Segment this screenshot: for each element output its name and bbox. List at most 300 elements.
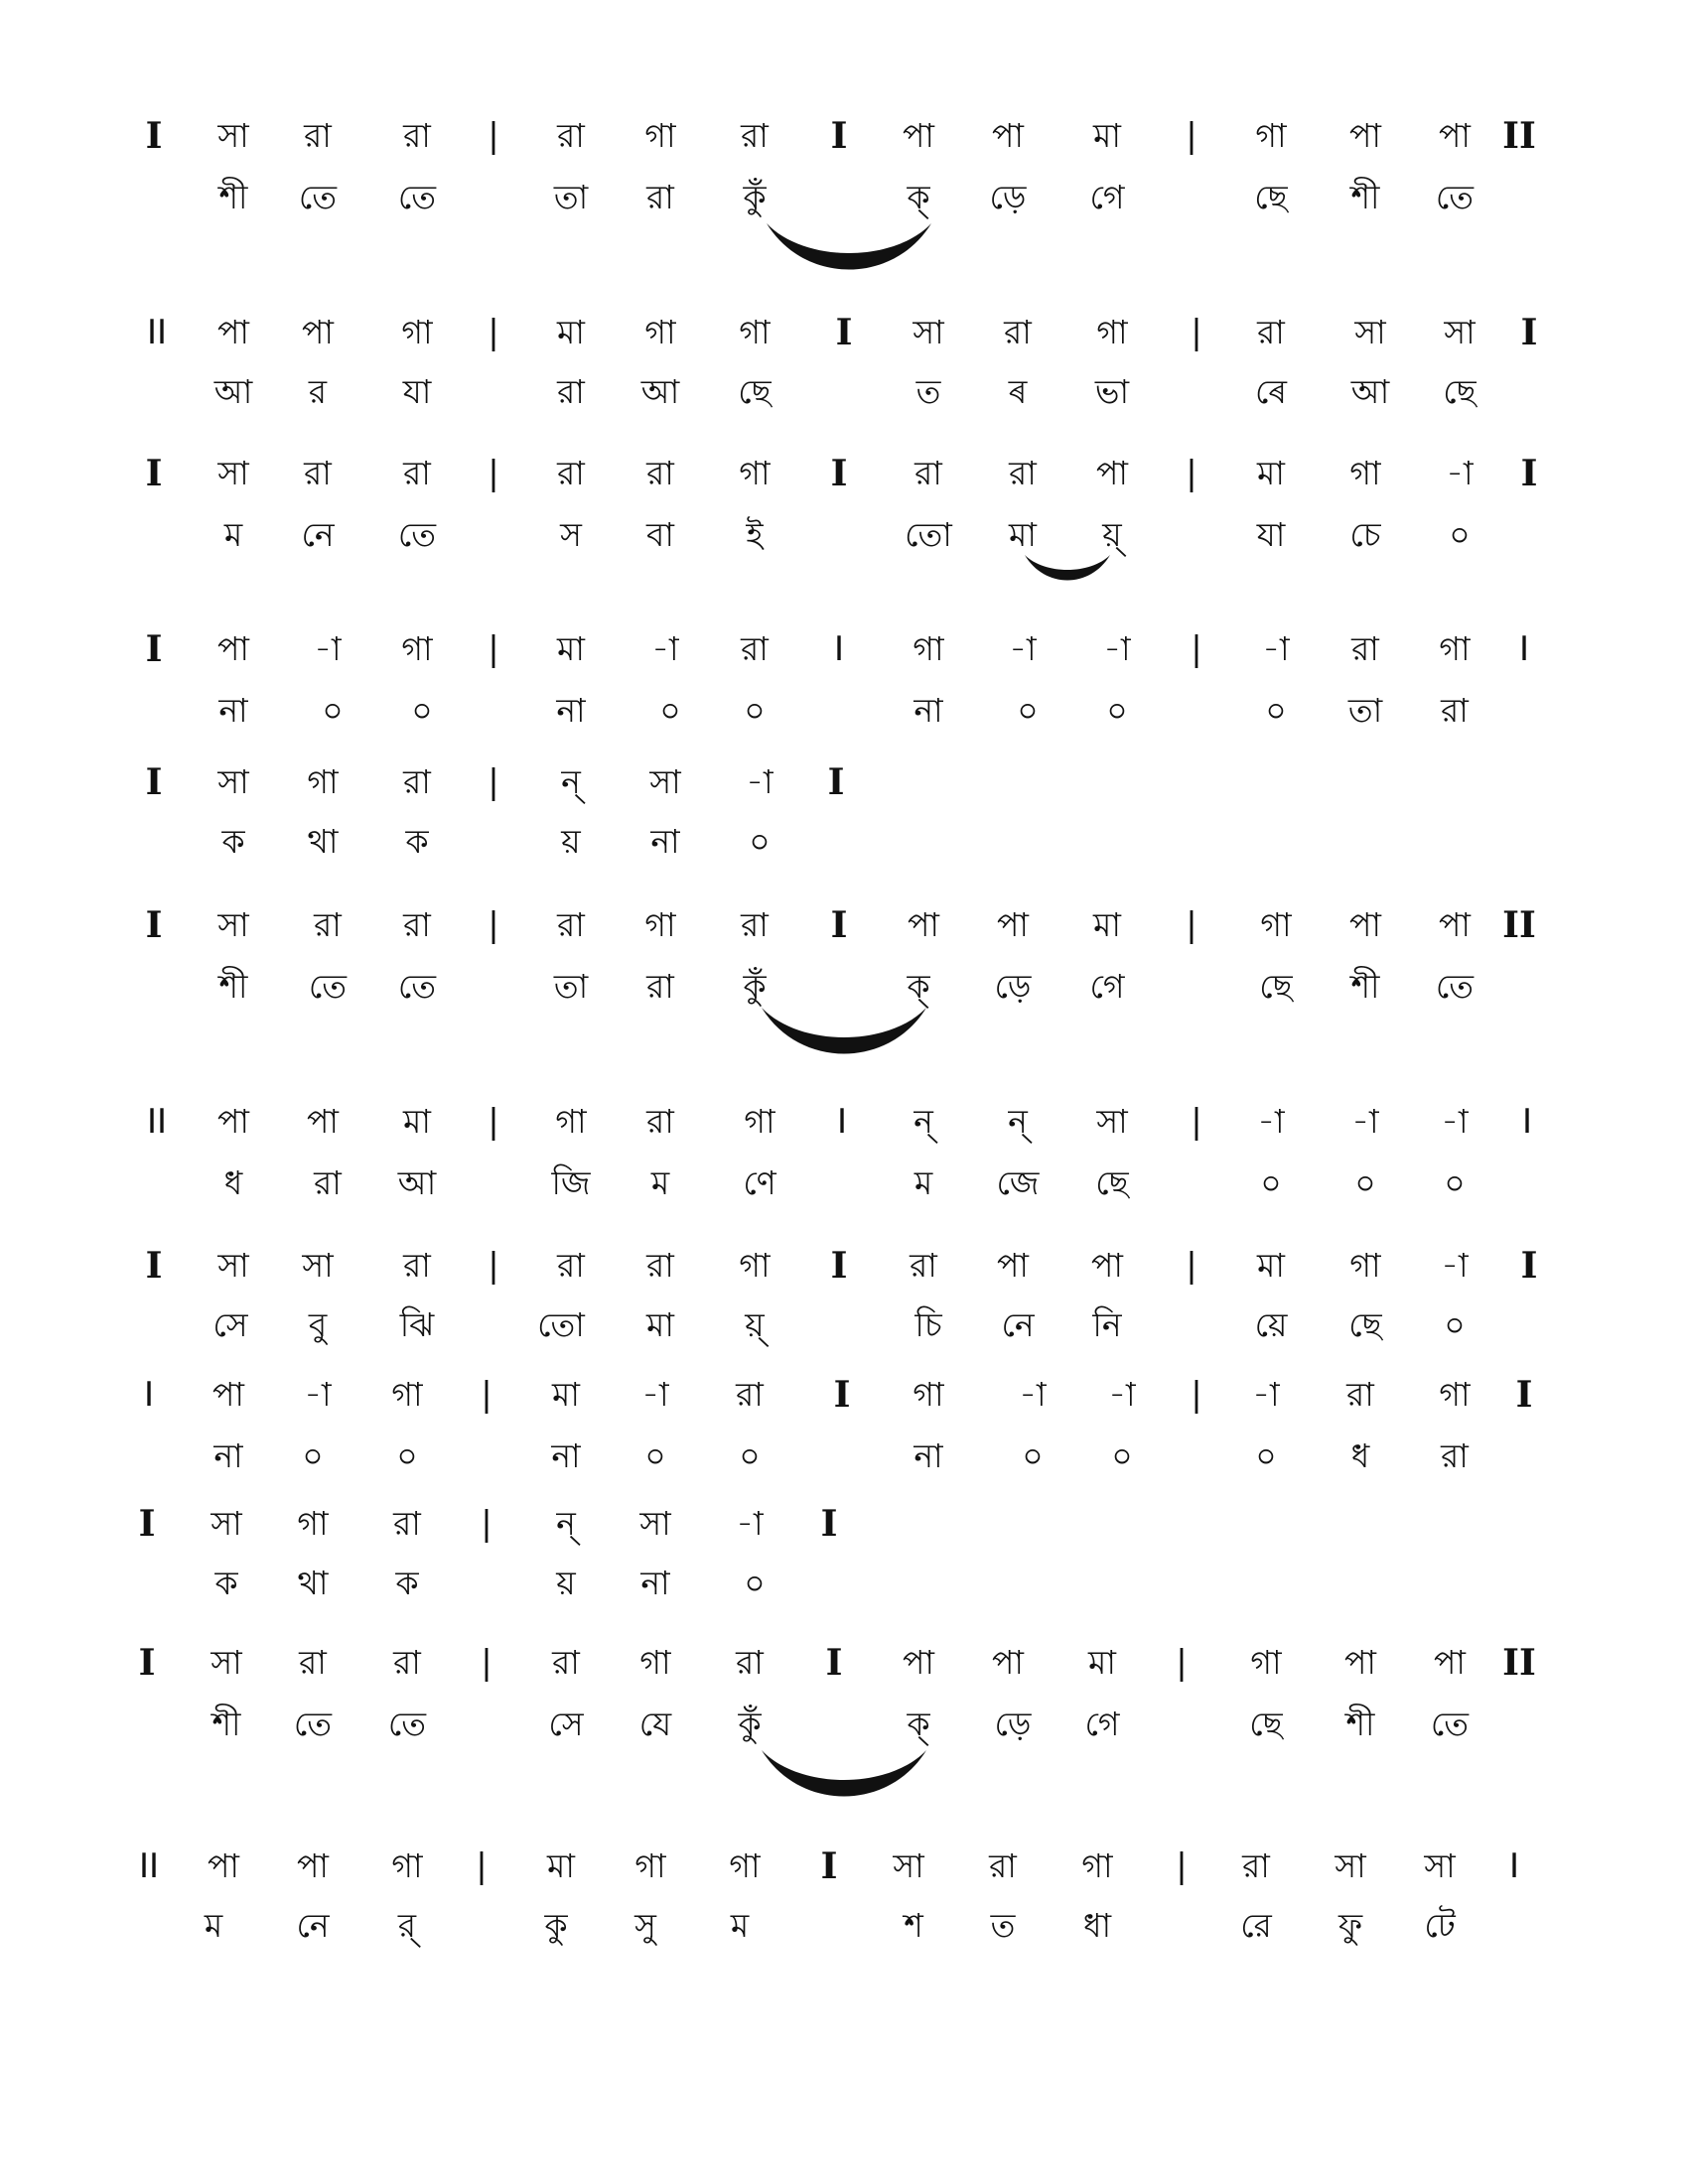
swara-note: সা	[217, 1246, 249, 1285]
swara-note: রা	[314, 905, 342, 944]
swara-line	[0, 303, 1688, 362]
swara-note: রা	[1351, 629, 1379, 668]
swara-note: পা	[908, 905, 939, 944]
lyric-syllable: তে	[293, 1705, 333, 1743]
swara-note: পা	[1434, 1643, 1466, 1682]
lyric-syllable: না	[914, 1436, 943, 1475]
lyric-syllable: যা	[402, 372, 432, 411]
swara-note: পা	[1349, 116, 1381, 155]
lyric-syllable: নে	[301, 515, 335, 554]
lyric-syllable: য়ে	[1254, 1305, 1288, 1344]
notation-system	[0, 1837, 1688, 1966]
swara-note: গা	[634, 1846, 666, 1885]
lyric-syllable: গে	[1084, 1705, 1120, 1743]
swara-note: গা	[297, 1504, 329, 1543]
bar-line: |	[488, 905, 499, 945]
lyric-syllable: ণে	[743, 1163, 776, 1202]
bar-line: I	[1515, 1374, 1533, 1416]
lyric-syllable: ত	[915, 372, 941, 411]
swara-note: রা	[989, 1846, 1017, 1885]
bar-line: II	[1502, 115, 1536, 157]
lyric-syllable: ধ	[223, 1163, 243, 1202]
lyric-syllable: কুঁ	[738, 1705, 762, 1743]
bar-line: I	[138, 1642, 156, 1684]
lyric-syllable: না	[213, 1436, 243, 1475]
lyric-syllable: ড়ে	[994, 1705, 1032, 1743]
meend-slur	[760, 1742, 928, 1812]
swara-note: গা	[401, 629, 433, 668]
bar-line: |	[481, 1504, 492, 1544]
lyric-syllable: ক্	[907, 178, 930, 216]
lyric-syllable: রে	[1240, 1906, 1272, 1945]
lyric-syllable: ছে	[738, 372, 772, 411]
lyric-syllable: ছে	[1254, 178, 1288, 216]
bar-line: I	[145, 453, 163, 494]
bar-line: |	[1191, 1375, 1202, 1415]
bar-line: II	[1502, 904, 1536, 946]
lyric-syllable: ম	[730, 1906, 750, 1945]
swara-note: সা	[1444, 313, 1476, 351]
lyric-syllable: আ	[1350, 372, 1390, 411]
bar-line: I	[1508, 1846, 1520, 1886]
lyric-syllable: র্	[397, 1906, 417, 1945]
bar-line: I	[836, 1102, 848, 1142]
swara-note: পা	[997, 1246, 1029, 1285]
lyric-syllable: ম	[204, 1906, 223, 1945]
swara-note: মা	[552, 1375, 580, 1414]
lyric-syllable: আ	[640, 372, 680, 411]
lyric-syllable: আ	[397, 1163, 437, 1202]
swara-note: রা	[646, 1246, 674, 1285]
lyric-syllable: ই	[746, 515, 764, 554]
swara-note: রা	[1009, 454, 1037, 492]
swara-note: পা	[217, 1102, 249, 1141]
swara-note: গা	[1096, 313, 1128, 351]
lyric-syllable: সু	[634, 1906, 656, 1945]
swara-note: সা	[217, 454, 249, 492]
swara-note: রা	[741, 905, 769, 944]
swara-note: পা	[903, 116, 934, 155]
lyric-syllable: শ	[904, 1906, 923, 1945]
bar-line: I	[145, 904, 163, 946]
lyric-syllable: ক্	[907, 1705, 930, 1743]
swara-note: রা	[910, 1246, 937, 1285]
swara-note: সা	[211, 1504, 242, 1543]
notation-system	[0, 752, 1688, 882]
lyric-syllable: জি	[551, 1163, 591, 1202]
bar-line: |	[488, 1102, 499, 1142]
swara-note: গা	[639, 1643, 671, 1682]
bar-line: I	[1518, 629, 1530, 669]
swara-line	[0, 1494, 1688, 1554]
lyric-syllable: তা	[1347, 691, 1383, 730]
swara-line	[0, 619, 1688, 679]
lyric-syllable: না	[218, 691, 248, 730]
lyric-syllable: ০	[1255, 1436, 1277, 1475]
bar-line: I	[833, 629, 845, 669]
swara-note: পা	[1439, 116, 1471, 155]
lyric-syllable: য়	[556, 1564, 576, 1602]
swara-note: সা	[217, 762, 249, 801]
swara-note: রা	[304, 454, 332, 492]
lyric-syllable: মা	[1009, 515, 1037, 554]
swara-note: রা	[914, 454, 942, 492]
swara-line	[0, 895, 1688, 955]
swara-line	[0, 1365, 1688, 1425]
bar-line: I	[1520, 453, 1538, 494]
swara-note: মা	[1088, 1643, 1116, 1682]
bar-line: I	[833, 1374, 851, 1416]
swara-note: মা	[1257, 1246, 1285, 1285]
bar-line: I	[827, 761, 845, 803]
swara-note: গা	[913, 629, 944, 668]
lyric-syllable: নে	[1001, 1305, 1035, 1344]
lyric-syllable: না	[650, 822, 680, 861]
swara-note: -া	[651, 629, 679, 668]
notation-system	[0, 106, 1688, 235]
lyric-syllable: চে	[1349, 515, 1381, 554]
swara-note: -া	[641, 1375, 669, 1414]
lyric-syllable: নে	[296, 1906, 330, 1945]
bar-line: I	[1520, 312, 1538, 353]
lyric-syllable: যা	[1256, 515, 1286, 554]
lyric-syllable: ছে	[1095, 1163, 1129, 1202]
swara-note: গা	[644, 313, 676, 351]
lyric-line	[0, 1896, 1688, 1956]
lyric-syllable: কুঁ	[743, 178, 767, 216]
lyric-line	[0, 812, 1688, 872]
bar-line: I	[138, 1503, 156, 1545]
swara-note: ন্	[1008, 1102, 1028, 1141]
lyric-syllable: ক্	[907, 967, 930, 1006]
bar-line: |	[1186, 1246, 1197, 1286]
bar-line: II	[146, 1102, 168, 1142]
bar-line: |	[1186, 116, 1197, 156]
swara-note: মা	[557, 313, 585, 351]
swara-note: রা	[1346, 1375, 1374, 1414]
swara-note: রা	[393, 1643, 421, 1682]
lyric-syllable: ম	[650, 1163, 670, 1202]
lyric-syllable: চি	[914, 1305, 942, 1344]
lyric-syllable: য়	[561, 822, 581, 861]
lyric-syllable: না	[914, 691, 943, 730]
swara-note: -া	[304, 1375, 332, 1414]
lyric-syllable: গে	[1089, 967, 1125, 1006]
lyric-syllable: তে	[1430, 1705, 1470, 1743]
swara-note: মা	[1257, 454, 1285, 492]
lyric-syllable: সে	[212, 1305, 248, 1344]
lyric-syllable: গে	[1089, 178, 1125, 216]
swara-note: গা	[739, 313, 771, 351]
bar-line: |	[488, 313, 499, 352]
swara-note: -া	[314, 629, 342, 668]
swara-note: রা	[741, 629, 769, 668]
bar-line: I	[830, 904, 848, 946]
lyric-syllable: বা	[646, 515, 674, 554]
bar-line: |	[1186, 454, 1197, 493]
swara-note: গা	[391, 1846, 423, 1885]
lyric-syllable: তে	[1435, 967, 1475, 1006]
swara-note: রা	[557, 454, 585, 492]
lyric-syllable: ত	[990, 1906, 1016, 1945]
swara-note: ন্	[556, 1504, 576, 1543]
lyric-syllable: ফু	[1337, 1906, 1363, 1945]
swara-note: মা	[1093, 116, 1121, 155]
bar-line: I	[145, 761, 163, 803]
lyric-syllable: টে	[1424, 1906, 1456, 1945]
swara-note: মা	[403, 1102, 431, 1141]
lyric-syllable: ০	[322, 691, 344, 730]
bar-line: |	[1191, 313, 1202, 352]
lyric-line	[0, 1296, 1688, 1355]
bar-line: |	[488, 454, 499, 493]
lyric-syllable: ০	[1444, 1163, 1466, 1202]
lyric-syllable: শী	[218, 178, 248, 216]
lyric-syllable: বু	[308, 1305, 328, 1344]
lyric-syllable: তে	[397, 515, 437, 554]
swara-note: রা	[1242, 1846, 1270, 1885]
lyric-syllable: ছে	[1348, 1305, 1382, 1344]
lyric-syllable: ড়ে	[994, 967, 1032, 1006]
swara-note: গা	[729, 1846, 761, 1885]
swara-note: গা	[401, 313, 433, 351]
lyric-syllable: ০	[744, 1564, 766, 1602]
swara-note: রা	[646, 454, 674, 492]
swara-note: সা	[1424, 1846, 1456, 1885]
swara-note: সা	[1096, 1102, 1128, 1141]
bar-line: |	[481, 1643, 492, 1683]
lyric-syllable: শী	[218, 967, 248, 1006]
bar-line: I	[825, 1642, 843, 1684]
bar-line: |	[1191, 1102, 1202, 1142]
swara-note: -া	[1019, 1375, 1047, 1414]
lyric-syllable: ধা	[1082, 1906, 1112, 1945]
swara-note: সা	[217, 905, 249, 944]
lyric-line	[0, 1554, 1688, 1613]
notation-system	[0, 895, 1688, 1024]
lyric-syllable: তা	[553, 178, 589, 216]
lyric-syllable: শী	[1350, 967, 1380, 1006]
swara-note: ন্	[914, 1102, 933, 1141]
swara-note: রা	[1257, 313, 1285, 351]
lyric-syllable: ৰে	[1255, 372, 1287, 411]
swara-note: সা	[893, 1846, 924, 1885]
swara-note: -া	[1446, 454, 1474, 492]
swara-note: -া	[1351, 1102, 1379, 1141]
swara-line	[0, 752, 1688, 812]
lyric-syllable: ঝি	[399, 1305, 435, 1344]
lyric-syllable: রা	[1441, 691, 1469, 730]
bar-line: II	[146, 313, 168, 352]
meend-slur	[1023, 549, 1112, 589]
lyric-syllable: ০	[1265, 691, 1287, 730]
lyric-syllable: ৰ	[1008, 372, 1028, 411]
swara-note: -া	[1441, 1102, 1469, 1141]
meend-slur	[765, 215, 933, 285]
swara-note: গা	[1081, 1846, 1113, 1885]
bar-line: |	[488, 1246, 499, 1286]
swara-note: পা	[208, 1846, 239, 1885]
swara-line	[0, 1236, 1688, 1296]
lyric-syllable: ০	[396, 1436, 418, 1475]
swara-note: সা	[913, 313, 944, 351]
swara-note: সা	[1354, 313, 1386, 351]
lyric-syllable: ০	[739, 1436, 761, 1475]
lyric-syllable: ক	[214, 1564, 238, 1602]
lyric-syllable: না	[640, 1564, 670, 1602]
bar-line: I	[1521, 1102, 1533, 1142]
swara-note: রা	[304, 116, 332, 155]
lyric-syllable: মা	[646, 1305, 674, 1344]
lyric-syllable: যে	[638, 1705, 672, 1743]
swara-note: রা	[403, 905, 431, 944]
swara-note: গা	[739, 454, 771, 492]
swara-note: পা	[1349, 905, 1381, 944]
bar-line: |	[1191, 629, 1202, 669]
swara-note: গা	[644, 905, 676, 944]
lyric-syllable: তে	[397, 967, 437, 1006]
swara-note: রা	[393, 1504, 421, 1543]
lyric-syllable: রা	[1441, 1436, 1469, 1475]
swara-note: সা	[649, 762, 681, 801]
swara-note: পা	[997, 905, 1029, 944]
lyric-syllable: তা	[553, 967, 589, 1006]
lyric-syllable: ০	[659, 691, 681, 730]
lyric-syllable: ০	[302, 1436, 324, 1475]
swara-note: গা	[1260, 905, 1292, 944]
swara-note: -া	[1252, 1375, 1280, 1414]
swara-note: পা	[302, 313, 334, 351]
lyric-syllable: জে	[996, 1163, 1040, 1202]
swara-note: মা	[547, 1846, 575, 1885]
lyric-syllable: আ	[213, 372, 253, 411]
swara-note: রা	[299, 1643, 327, 1682]
lyric-line	[0, 681, 1688, 741]
swara-note: রা	[403, 116, 431, 155]
swara-line	[0, 1092, 1688, 1152]
swara-note: রা	[403, 454, 431, 492]
lyric-line	[0, 362, 1688, 422]
swara-note: সা	[302, 1246, 334, 1285]
lyric-syllable: ক	[221, 822, 245, 861]
bar-line: |	[488, 629, 499, 669]
bar-line: |	[1186, 905, 1197, 945]
swara-note: -া	[1262, 629, 1290, 668]
swara-note: রা	[557, 1246, 585, 1285]
swara-note: গা	[391, 1375, 423, 1414]
swara-note: রা	[403, 1246, 431, 1285]
notation-system	[0, 1633, 1688, 1762]
bar-line: I	[145, 1245, 163, 1287]
swara-note: -া	[1103, 629, 1131, 668]
lyric-syllable: তে	[308, 967, 348, 1006]
lyric-syllable: ০	[1354, 1163, 1376, 1202]
swara-note: রা	[1004, 313, 1032, 351]
lyric-syllable: ক	[395, 1564, 419, 1602]
notation-system	[0, 619, 1688, 749]
swara-note: -া	[1108, 1375, 1136, 1414]
swara-note: ন্	[561, 762, 581, 801]
lyric-syllable: শী	[1350, 178, 1380, 216]
lyric-syllable: র	[308, 372, 328, 411]
lyric-syllable: ০	[1017, 691, 1039, 730]
lyric-syllable: ভা	[1094, 372, 1130, 411]
bar-line: II	[138, 1846, 160, 1886]
swara-line	[0, 1633, 1688, 1693]
bar-line: II	[1502, 1642, 1536, 1684]
lyric-syllable: ম	[223, 515, 243, 554]
swara-note: -া	[746, 762, 774, 801]
lyric-syllable: ছে	[1249, 1705, 1283, 1743]
bar-line: I	[830, 453, 848, 494]
swara-note: -া	[1009, 629, 1037, 668]
lyric-syllable: কু	[544, 1906, 568, 1945]
swara-note: মা	[557, 629, 585, 668]
lyric-syllable: তে	[1435, 178, 1475, 216]
notation-system	[0, 1236, 1688, 1365]
swara-note: পা	[297, 1846, 329, 1885]
swara-note: পা	[903, 1643, 934, 1682]
lyric-syllable: ছে	[1259, 967, 1293, 1006]
bar-line: I	[830, 1245, 848, 1287]
lyric-syllable: তে	[298, 178, 338, 216]
swara-note: গা	[1349, 454, 1381, 492]
bar-line: |	[1176, 1643, 1188, 1683]
swara-note: সা	[211, 1643, 242, 1682]
swara-note: মা	[1093, 905, 1121, 944]
swara-note: রা	[403, 762, 431, 801]
swara-line	[0, 444, 1688, 503]
lyric-syllable: ড়ে	[989, 178, 1027, 216]
notation-system	[0, 1494, 1688, 1623]
lyric-syllable: ০	[1111, 1436, 1133, 1475]
swara-note: -া	[1441, 1246, 1469, 1285]
lyric-syllable: রা	[314, 1163, 342, 1202]
swara-note: রা	[552, 1643, 580, 1682]
lyric-syllable: ০	[749, 822, 771, 861]
swara-line	[0, 1837, 1688, 1896]
lyric-syllable: ০	[1106, 691, 1128, 730]
lyric-syllable: তে	[387, 1705, 427, 1743]
swara-note: সা	[1335, 1846, 1366, 1885]
lyric-syllable: তে	[397, 178, 437, 216]
lyric-syllable: স	[560, 515, 582, 554]
lyric-syllable: থা	[307, 822, 339, 861]
lyric-syllable: তো	[537, 1305, 585, 1344]
swara-note: গা	[1439, 1375, 1471, 1414]
swara-note: সা	[639, 1504, 671, 1543]
lyric-syllable: ধ	[1350, 1436, 1370, 1475]
bar-line: |	[488, 762, 499, 802]
swara-note: গা	[555, 1102, 587, 1141]
meend-slur	[760, 1000, 928, 1069]
swara-note: পা	[1091, 1246, 1123, 1285]
swara-note: রা	[557, 116, 585, 155]
bar-line: I	[145, 628, 163, 670]
swara-note: পা	[992, 116, 1024, 155]
swara-note: গা	[913, 1375, 944, 1414]
lyric-syllable: রা	[646, 178, 674, 216]
bar-line: I	[820, 1845, 838, 1887]
bar-line: I	[820, 1503, 838, 1545]
lyric-line	[0, 1427, 1688, 1486]
lyric-syllable: ছে	[1443, 372, 1477, 411]
swara-note: রা	[646, 1102, 674, 1141]
lyric-syllable: শী	[211, 1705, 241, 1743]
swara-note: রা	[736, 1643, 764, 1682]
bar-line: I	[830, 115, 848, 157]
bar-line: |	[488, 116, 499, 156]
